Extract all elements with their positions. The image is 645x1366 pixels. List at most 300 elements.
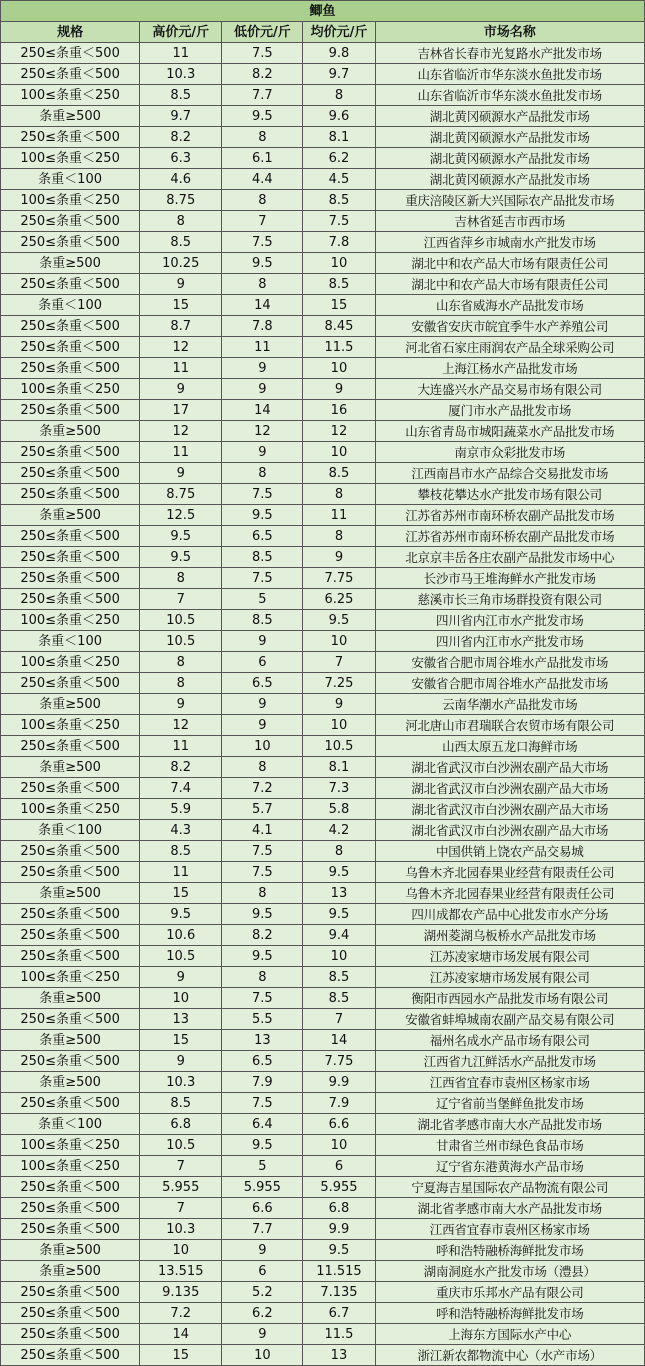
high-price-cell: 9 xyxy=(140,1051,222,1072)
table-row xyxy=(1,316,645,337)
avg-price-cell: 8.45 xyxy=(303,316,375,337)
low-price-cell: 7.5 xyxy=(222,841,303,862)
spec-cell: 250≤条重＜500 xyxy=(1,841,140,862)
low-price-cell: 14 xyxy=(222,295,303,316)
table-row xyxy=(1,547,645,568)
low-price-cell: 8 xyxy=(222,967,303,988)
high-price-cell: 9.5 xyxy=(140,904,222,925)
high-price-cell: 15 xyxy=(140,1030,222,1051)
table-row xyxy=(1,505,645,526)
avg-price-cell: 7.3 xyxy=(303,778,375,799)
high-price-cell: 15 xyxy=(140,883,222,904)
avg-price-cell: 8.5 xyxy=(303,967,375,988)
high-price-cell: 8.75 xyxy=(140,484,222,505)
column-header-spec: 规格 xyxy=(1,22,140,43)
avg-price-cell: 9.5 xyxy=(303,1240,375,1261)
market-name-cell: 吉林省长春市光复路水产批发市场 xyxy=(375,43,645,64)
table-row xyxy=(1,43,645,64)
high-price-cell: 9.7 xyxy=(140,106,222,127)
high-price-cell: 10.25 xyxy=(140,253,222,274)
table-row xyxy=(1,1051,645,1072)
high-price-cell: 10.5 xyxy=(140,946,222,967)
avg-price-cell: 6.25 xyxy=(303,589,375,610)
spec-cell: 条重＜100 xyxy=(1,820,140,841)
spec-cell: 250≤条重＜500 xyxy=(1,232,140,253)
avg-price-cell: 9.4 xyxy=(303,925,375,946)
high-price-cell: 8.75 xyxy=(140,190,222,211)
table-row xyxy=(1,1135,645,1156)
high-price-cell: 8 xyxy=(140,568,222,589)
spec-cell: 250≤条重＜500 xyxy=(1,1324,140,1345)
low-price-cell: 8.5 xyxy=(222,547,303,568)
market-name-cell: 山东省临沂市华东淡水鱼批发市场 xyxy=(375,64,645,85)
high-price-cell: 8 xyxy=(140,673,222,694)
market-name-cell: 湖北黄冈硕源水产品批发市场 xyxy=(375,106,645,127)
market-name-cell: 湖北省武汉市白沙洲农副产品大市场 xyxy=(375,778,645,799)
market-name-cell: 慈溪市长三角市场群投资有限公司 xyxy=(375,589,645,610)
market-name-cell: 甘肃省兰州市绿色食品市场 xyxy=(375,1135,645,1156)
low-price-cell: 5.955 xyxy=(222,1177,303,1198)
spec-cell: 条重≥500 xyxy=(1,106,140,127)
table-row xyxy=(1,673,645,694)
high-price-cell: 10.3 xyxy=(140,64,222,85)
market-name-cell: 湖北黄冈硕源水产品批发市场 xyxy=(375,148,645,169)
avg-price-cell: 4.5 xyxy=(303,169,375,190)
spec-cell: 250≤条重＜500 xyxy=(1,1093,140,1114)
avg-price-cell: 8 xyxy=(303,85,375,106)
low-price-cell: 10 xyxy=(222,736,303,757)
low-price-cell: 12 xyxy=(222,421,303,442)
table-row xyxy=(1,610,645,631)
avg-price-cell: 5.955 xyxy=(303,1177,375,1198)
avg-price-cell: 7.75 xyxy=(303,1051,375,1072)
spec-cell: 250≤条重＜500 xyxy=(1,211,140,232)
avg-price-cell: 12 xyxy=(303,421,375,442)
low-price-cell: 8 xyxy=(222,190,303,211)
avg-price-cell: 4.2 xyxy=(303,820,375,841)
high-price-cell: 10 xyxy=(140,1240,222,1261)
table-row xyxy=(1,988,645,1009)
low-price-cell: 7.5 xyxy=(222,568,303,589)
avg-price-cell: 10.5 xyxy=(303,736,375,757)
low-price-cell: 8 xyxy=(222,274,303,295)
market-name-cell: 四川省内江市水产批发市场 xyxy=(375,631,645,652)
high-price-cell: 11 xyxy=(140,442,222,463)
market-name-cell: 中国供销上饶农产品交易城 xyxy=(375,841,645,862)
avg-price-cell: 9.9 xyxy=(303,1072,375,1093)
table-row xyxy=(1,85,645,106)
avg-price-cell: 10 xyxy=(303,715,375,736)
market-name-cell: 南京市众彩批发市场 xyxy=(375,442,645,463)
market-name-cell: 长沙市马王堆海鲜水产批发市场 xyxy=(375,568,645,589)
avg-price-cell: 11.5 xyxy=(303,337,375,358)
low-price-cell: 6.1 xyxy=(222,148,303,169)
low-price-cell: 7.7 xyxy=(222,85,303,106)
table-row xyxy=(1,1009,645,1030)
high-price-cell: 10.3 xyxy=(140,1219,222,1240)
market-name-cell: 辽宁省前当堡鲜鱼批发市场 xyxy=(375,1093,645,1114)
high-price-cell: 11 xyxy=(140,358,222,379)
market-name-cell: 江西省宜春市袁州区杨家市场 xyxy=(375,1072,645,1093)
low-price-cell: 8 xyxy=(222,883,303,904)
avg-price-cell: 9.5 xyxy=(303,610,375,631)
avg-price-cell: 6.8 xyxy=(303,1198,375,1219)
avg-price-cell: 7.75 xyxy=(303,568,375,589)
low-price-cell: 8.2 xyxy=(222,925,303,946)
table-row xyxy=(1,757,645,778)
low-price-cell: 9 xyxy=(222,442,303,463)
spec-cell: 250≤条重＜500 xyxy=(1,64,140,85)
market-name-cell: 衡阳市西园水产品批发市场有限公司 xyxy=(375,988,645,1009)
low-price-cell: 11 xyxy=(222,337,303,358)
low-price-cell: 6.5 xyxy=(222,1051,303,1072)
table-row xyxy=(1,1156,645,1177)
high-price-cell: 7.4 xyxy=(140,778,222,799)
avg-price-cell: 15 xyxy=(303,295,375,316)
spec-cell: 250≤条重＜500 xyxy=(1,463,140,484)
high-price-cell: 7 xyxy=(140,589,222,610)
spec-cell: 250≤条重＜500 xyxy=(1,358,140,379)
table-row xyxy=(1,421,645,442)
table-row xyxy=(1,925,645,946)
spec-cell: 250≤条重＜500 xyxy=(1,316,140,337)
low-price-cell: 6.6 xyxy=(222,1198,303,1219)
market-name-cell: 厦门市水产品批发市场 xyxy=(375,400,645,421)
market-name-cell: 江西省九江鲜活水产品批发市场 xyxy=(375,1051,645,1072)
low-price-cell: 8 xyxy=(222,127,303,148)
table-row xyxy=(1,589,645,610)
market-name-cell: 河北唐山市君瑞联合农贸市场有限公司 xyxy=(375,715,645,736)
high-price-cell: 13.515 xyxy=(140,1261,222,1282)
high-price-cell: 12 xyxy=(140,421,222,442)
spec-cell: 250≤条重＜500 xyxy=(1,400,140,421)
low-price-cell: 9.5 xyxy=(222,505,303,526)
table-row xyxy=(1,862,645,883)
high-price-cell: 10.5 xyxy=(140,631,222,652)
low-price-cell: 6.5 xyxy=(222,526,303,547)
high-price-cell: 10.6 xyxy=(140,925,222,946)
high-price-cell: 4.6 xyxy=(140,169,222,190)
table-row xyxy=(1,106,645,127)
high-price-cell: 10.5 xyxy=(140,610,222,631)
table-row xyxy=(1,799,645,820)
market-name-cell: 呼和浩特融桥海鲜批发市场 xyxy=(375,1303,645,1324)
market-name-cell: 湖北中和农产品大市场有限责任公司 xyxy=(375,253,645,274)
avg-price-cell: 13 xyxy=(303,883,375,904)
low-price-cell: 6 xyxy=(222,1261,303,1282)
market-name-cell: 重庆涪陵区新大兴国际农产品批发市场 xyxy=(375,190,645,211)
table-row xyxy=(1,190,645,211)
high-price-cell: 9.5 xyxy=(140,547,222,568)
header-row xyxy=(1,22,645,43)
market-name-cell: 山西太原五龙口海鲜市场 xyxy=(375,736,645,757)
spec-cell: 250≤条重＜500 xyxy=(1,547,140,568)
low-price-cell: 8 xyxy=(222,757,303,778)
spec-cell: 条重＜100 xyxy=(1,295,140,316)
table-row xyxy=(1,232,645,253)
low-price-cell: 5 xyxy=(222,589,303,610)
spec-cell: 250≤条重＜500 xyxy=(1,484,140,505)
high-price-cell: 15 xyxy=(140,1345,222,1366)
avg-price-cell: 9 xyxy=(303,694,375,715)
low-price-cell: 7.5 xyxy=(222,862,303,883)
market-name-cell: 湖北省孝感市南大水产品批发市场 xyxy=(375,1114,645,1135)
low-price-cell: 6.5 xyxy=(222,673,303,694)
low-price-cell: 9 xyxy=(222,631,303,652)
market-name-cell: 江苏省苏州市南环桥农副产品批发市场 xyxy=(375,505,645,526)
avg-price-cell: 8.1 xyxy=(303,127,375,148)
high-price-cell: 12 xyxy=(140,337,222,358)
low-price-cell: 7.5 xyxy=(222,232,303,253)
table-row xyxy=(1,379,645,400)
market-name-cell: 山东省临沂市华东淡水鱼批发市场 xyxy=(375,85,645,106)
spec-cell: 100≤条重＜250 xyxy=(1,799,140,820)
spec-cell: 250≤条重＜500 xyxy=(1,925,140,946)
spec-cell: 条重≥500 xyxy=(1,1240,140,1261)
spec-cell: 250≤条重＜500 xyxy=(1,337,140,358)
spec-cell: 250≤条重＜500 xyxy=(1,1009,140,1030)
spec-cell: 100≤条重＜250 xyxy=(1,1135,140,1156)
avg-price-cell: 10 xyxy=(303,358,375,379)
spec-cell: 250≤条重＜500 xyxy=(1,1177,140,1198)
low-price-cell: 8.5 xyxy=(222,610,303,631)
avg-price-cell: 11.5 xyxy=(303,1324,375,1345)
table-row xyxy=(1,946,645,967)
avg-price-cell: 10 xyxy=(303,253,375,274)
table-row xyxy=(1,967,645,988)
spec-cell: 条重≥500 xyxy=(1,694,140,715)
spec-cell: 100≤条重＜250 xyxy=(1,379,140,400)
avg-price-cell: 9.7 xyxy=(303,64,375,85)
market-name-cell: 重庆市乐邦水产品有限公司 xyxy=(375,1282,645,1303)
avg-price-cell: 9.6 xyxy=(303,106,375,127)
table-row xyxy=(1,211,645,232)
high-price-cell: 15 xyxy=(140,295,222,316)
table-row xyxy=(1,526,645,547)
market-name-cell: 安徽省合肥市周谷堆水产品批发市场 xyxy=(375,652,645,673)
high-price-cell: 8.5 xyxy=(140,85,222,106)
table-row xyxy=(1,358,645,379)
spec-cell: 250≤条重＜500 xyxy=(1,1198,140,1219)
table-row xyxy=(1,463,645,484)
market-name-cell: 湖南洞庭水产批发市场（澧县） xyxy=(375,1261,645,1282)
avg-price-cell: 8 xyxy=(303,526,375,547)
spec-cell: 条重＜100 xyxy=(1,169,140,190)
spec-cell: 250≤条重＜500 xyxy=(1,946,140,967)
high-price-cell: 9 xyxy=(140,274,222,295)
avg-price-cell: 8.5 xyxy=(303,274,375,295)
market-name-cell: 呼和浩特融桥海鲜批发市场 xyxy=(375,1240,645,1261)
low-price-cell: 5 xyxy=(222,1156,303,1177)
spec-cell: 条重≥500 xyxy=(1,1261,140,1282)
market-name-cell: 大连盛兴水产品交易市场有限公司 xyxy=(375,379,645,400)
spec-cell: 250≤条重＜500 xyxy=(1,673,140,694)
table-row xyxy=(1,568,645,589)
market-name-cell: 上海东方国际水产中心 xyxy=(375,1324,645,1345)
high-price-cell: 11 xyxy=(140,862,222,883)
market-name-cell: 乌鲁木齐北园春果业经营有限责任公司 xyxy=(375,862,645,883)
spec-cell: 250≤条重＜500 xyxy=(1,1051,140,1072)
market-name-cell: 北京京丰岳各庄农副产品批发市场中心 xyxy=(375,547,645,568)
low-price-cell: 9.5 xyxy=(222,106,303,127)
spec-cell: 250≤条重＜500 xyxy=(1,904,140,925)
high-price-cell: 9.135 xyxy=(140,1282,222,1303)
high-price-cell: 9 xyxy=(140,463,222,484)
low-price-cell: 4.4 xyxy=(222,169,303,190)
table-row xyxy=(1,904,645,925)
low-price-cell: 8 xyxy=(222,463,303,484)
low-price-cell: 9 xyxy=(222,358,303,379)
table-row xyxy=(1,442,645,463)
high-price-cell: 6.8 xyxy=(140,1114,222,1135)
table-row xyxy=(1,1345,645,1366)
spec-cell: 条重≥500 xyxy=(1,757,140,778)
spec-cell: 条重≥500 xyxy=(1,1072,140,1093)
low-price-cell: 7.2 xyxy=(222,778,303,799)
table-title: 鲫鱼 xyxy=(1,1,645,22)
low-price-cell: 14 xyxy=(222,400,303,421)
low-price-cell: 7.5 xyxy=(222,43,303,64)
market-name-cell: 湖北省武汉市白沙洲农副产品大市场 xyxy=(375,820,645,841)
spec-cell: 条重≥500 xyxy=(1,883,140,904)
avg-price-cell: 14 xyxy=(303,1030,375,1051)
low-price-cell: 7.5 xyxy=(222,484,303,505)
table-row xyxy=(1,1219,645,1240)
avg-price-cell: 7.9 xyxy=(303,1093,375,1114)
table-row xyxy=(1,1072,645,1093)
market-name-cell: 四川成都农产品中心批发市水产分场 xyxy=(375,904,645,925)
high-price-cell: 8.2 xyxy=(140,757,222,778)
spec-cell: 250≤条重＜500 xyxy=(1,1345,140,1366)
market-name-cell: 湖北中和农产品大市场有限责任公司 xyxy=(375,274,645,295)
market-name-cell: 湖北黄冈硕源水产品批发市场 xyxy=(375,127,645,148)
table-body xyxy=(1,43,645,1366)
avg-price-cell: 11.515 xyxy=(303,1261,375,1282)
high-price-cell: 8 xyxy=(140,652,222,673)
market-name-cell: 江苏省苏州市南环桥农副产品批发市场 xyxy=(375,526,645,547)
market-name-cell: 湖北省武汉市白沙洲农副产品大市场 xyxy=(375,757,645,778)
high-price-cell: 12.5 xyxy=(140,505,222,526)
low-price-cell: 9.5 xyxy=(222,253,303,274)
high-price-cell: 17 xyxy=(140,400,222,421)
high-price-cell: 12 xyxy=(140,715,222,736)
avg-price-cell: 11 xyxy=(303,505,375,526)
high-price-cell: 11 xyxy=(140,736,222,757)
low-price-cell: 10 xyxy=(222,1345,303,1366)
high-price-cell: 9 xyxy=(140,967,222,988)
avg-price-cell: 8.5 xyxy=(303,190,375,211)
spec-cell: 100≤条重＜250 xyxy=(1,148,140,169)
high-price-cell: 5.955 xyxy=(140,1177,222,1198)
table-row xyxy=(1,841,645,862)
market-name-cell: 辽宁省东港黄海水产品市场 xyxy=(375,1156,645,1177)
spec-cell: 250≤条重＜500 xyxy=(1,736,140,757)
table-row xyxy=(1,1240,645,1261)
avg-price-cell: 10 xyxy=(303,1135,375,1156)
high-price-cell: 14 xyxy=(140,1324,222,1345)
spec-cell: 100≤条重＜250 xyxy=(1,967,140,988)
avg-price-cell: 5.8 xyxy=(303,799,375,820)
avg-price-cell: 8.1 xyxy=(303,757,375,778)
low-price-cell: 8.2 xyxy=(222,64,303,85)
market-name-cell: 江西省萍乡市城南水产批发市场 xyxy=(375,232,645,253)
table-row xyxy=(1,694,645,715)
table-row xyxy=(1,883,645,904)
table-row xyxy=(1,715,645,736)
low-price-cell: 13 xyxy=(222,1030,303,1051)
market-name-cell: 云南华潮水产品批发市场 xyxy=(375,694,645,715)
table-row xyxy=(1,148,645,169)
table-row xyxy=(1,1198,645,1219)
low-price-cell: 7.8 xyxy=(222,316,303,337)
spec-cell: 条重≥500 xyxy=(1,1030,140,1051)
column-header-market: 市场名称 xyxy=(375,22,645,43)
market-name-cell: 江苏凌家塘市场发展有限公司 xyxy=(375,967,645,988)
table-row xyxy=(1,1114,645,1135)
avg-price-cell: 9.9 xyxy=(303,1219,375,1240)
title-row xyxy=(1,1,645,22)
high-price-cell: 6.3 xyxy=(140,148,222,169)
spec-cell: 条重≥500 xyxy=(1,421,140,442)
avg-price-cell: 7 xyxy=(303,1009,375,1030)
high-price-cell: 7 xyxy=(140,1156,222,1177)
avg-price-cell: 6.7 xyxy=(303,1303,375,1324)
low-price-cell: 7.9 xyxy=(222,1072,303,1093)
market-name-cell: 上海江杨水产品批发市场 xyxy=(375,358,645,379)
market-name-cell: 福州名成水产品市场有限公司 xyxy=(375,1030,645,1051)
high-price-cell: 10.5 xyxy=(140,1135,222,1156)
market-name-cell: 江西南昌市水产品综合交易批发市场 xyxy=(375,463,645,484)
table-row xyxy=(1,127,645,148)
market-name-cell: 江苏凌家塘市场发展有限公司 xyxy=(375,946,645,967)
high-price-cell: 9.5 xyxy=(140,526,222,547)
spec-cell: 条重≥500 xyxy=(1,505,140,526)
low-price-cell: 9 xyxy=(222,694,303,715)
avg-price-cell: 10 xyxy=(303,631,375,652)
spec-cell: 250≤条重＜500 xyxy=(1,862,140,883)
spec-cell: 条重＜100 xyxy=(1,1114,140,1135)
avg-price-cell: 13 xyxy=(303,1345,375,1366)
market-name-cell: 湖北黄冈硕源水产品批发市场 xyxy=(375,169,645,190)
market-name-cell: 浙江新农都物流中心（水产市场） xyxy=(375,1345,645,1366)
spec-cell: 100≤条重＜250 xyxy=(1,1156,140,1177)
table-row xyxy=(1,1030,645,1051)
market-name-cell: 河北省石家庄雨润农产品全球采购公司 xyxy=(375,337,645,358)
table-row xyxy=(1,274,645,295)
avg-price-cell: 8.5 xyxy=(303,988,375,1009)
table-row xyxy=(1,295,645,316)
spec-cell: 250≤条重＜500 xyxy=(1,1303,140,1324)
avg-price-cell: 6.6 xyxy=(303,1114,375,1135)
spec-cell: 100≤条重＜250 xyxy=(1,715,140,736)
market-name-cell: 安徽省蚌埠城南农副产品交易有限公司 xyxy=(375,1009,645,1030)
high-price-cell: 8 xyxy=(140,211,222,232)
table-row xyxy=(1,337,645,358)
market-name-cell: 湖北省孝感市南大水产品批发市场 xyxy=(375,1198,645,1219)
column-header-avg-price: 均价元/斤 xyxy=(303,22,375,43)
market-name-cell: 山东省青岛市城阳蔬菜水产品批发市场 xyxy=(375,421,645,442)
avg-price-cell: 7.135 xyxy=(303,1282,375,1303)
table-row xyxy=(1,652,645,673)
spec-cell: 250≤条重＜500 xyxy=(1,778,140,799)
table-row xyxy=(1,1261,645,1282)
table-row xyxy=(1,1093,645,1114)
column-header-low-price: 低价元/斤 xyxy=(222,22,303,43)
low-price-cell: 5.5 xyxy=(222,1009,303,1030)
avg-price-cell: 9 xyxy=(303,547,375,568)
low-price-cell: 9.5 xyxy=(222,1135,303,1156)
high-price-cell: 8.2 xyxy=(140,127,222,148)
